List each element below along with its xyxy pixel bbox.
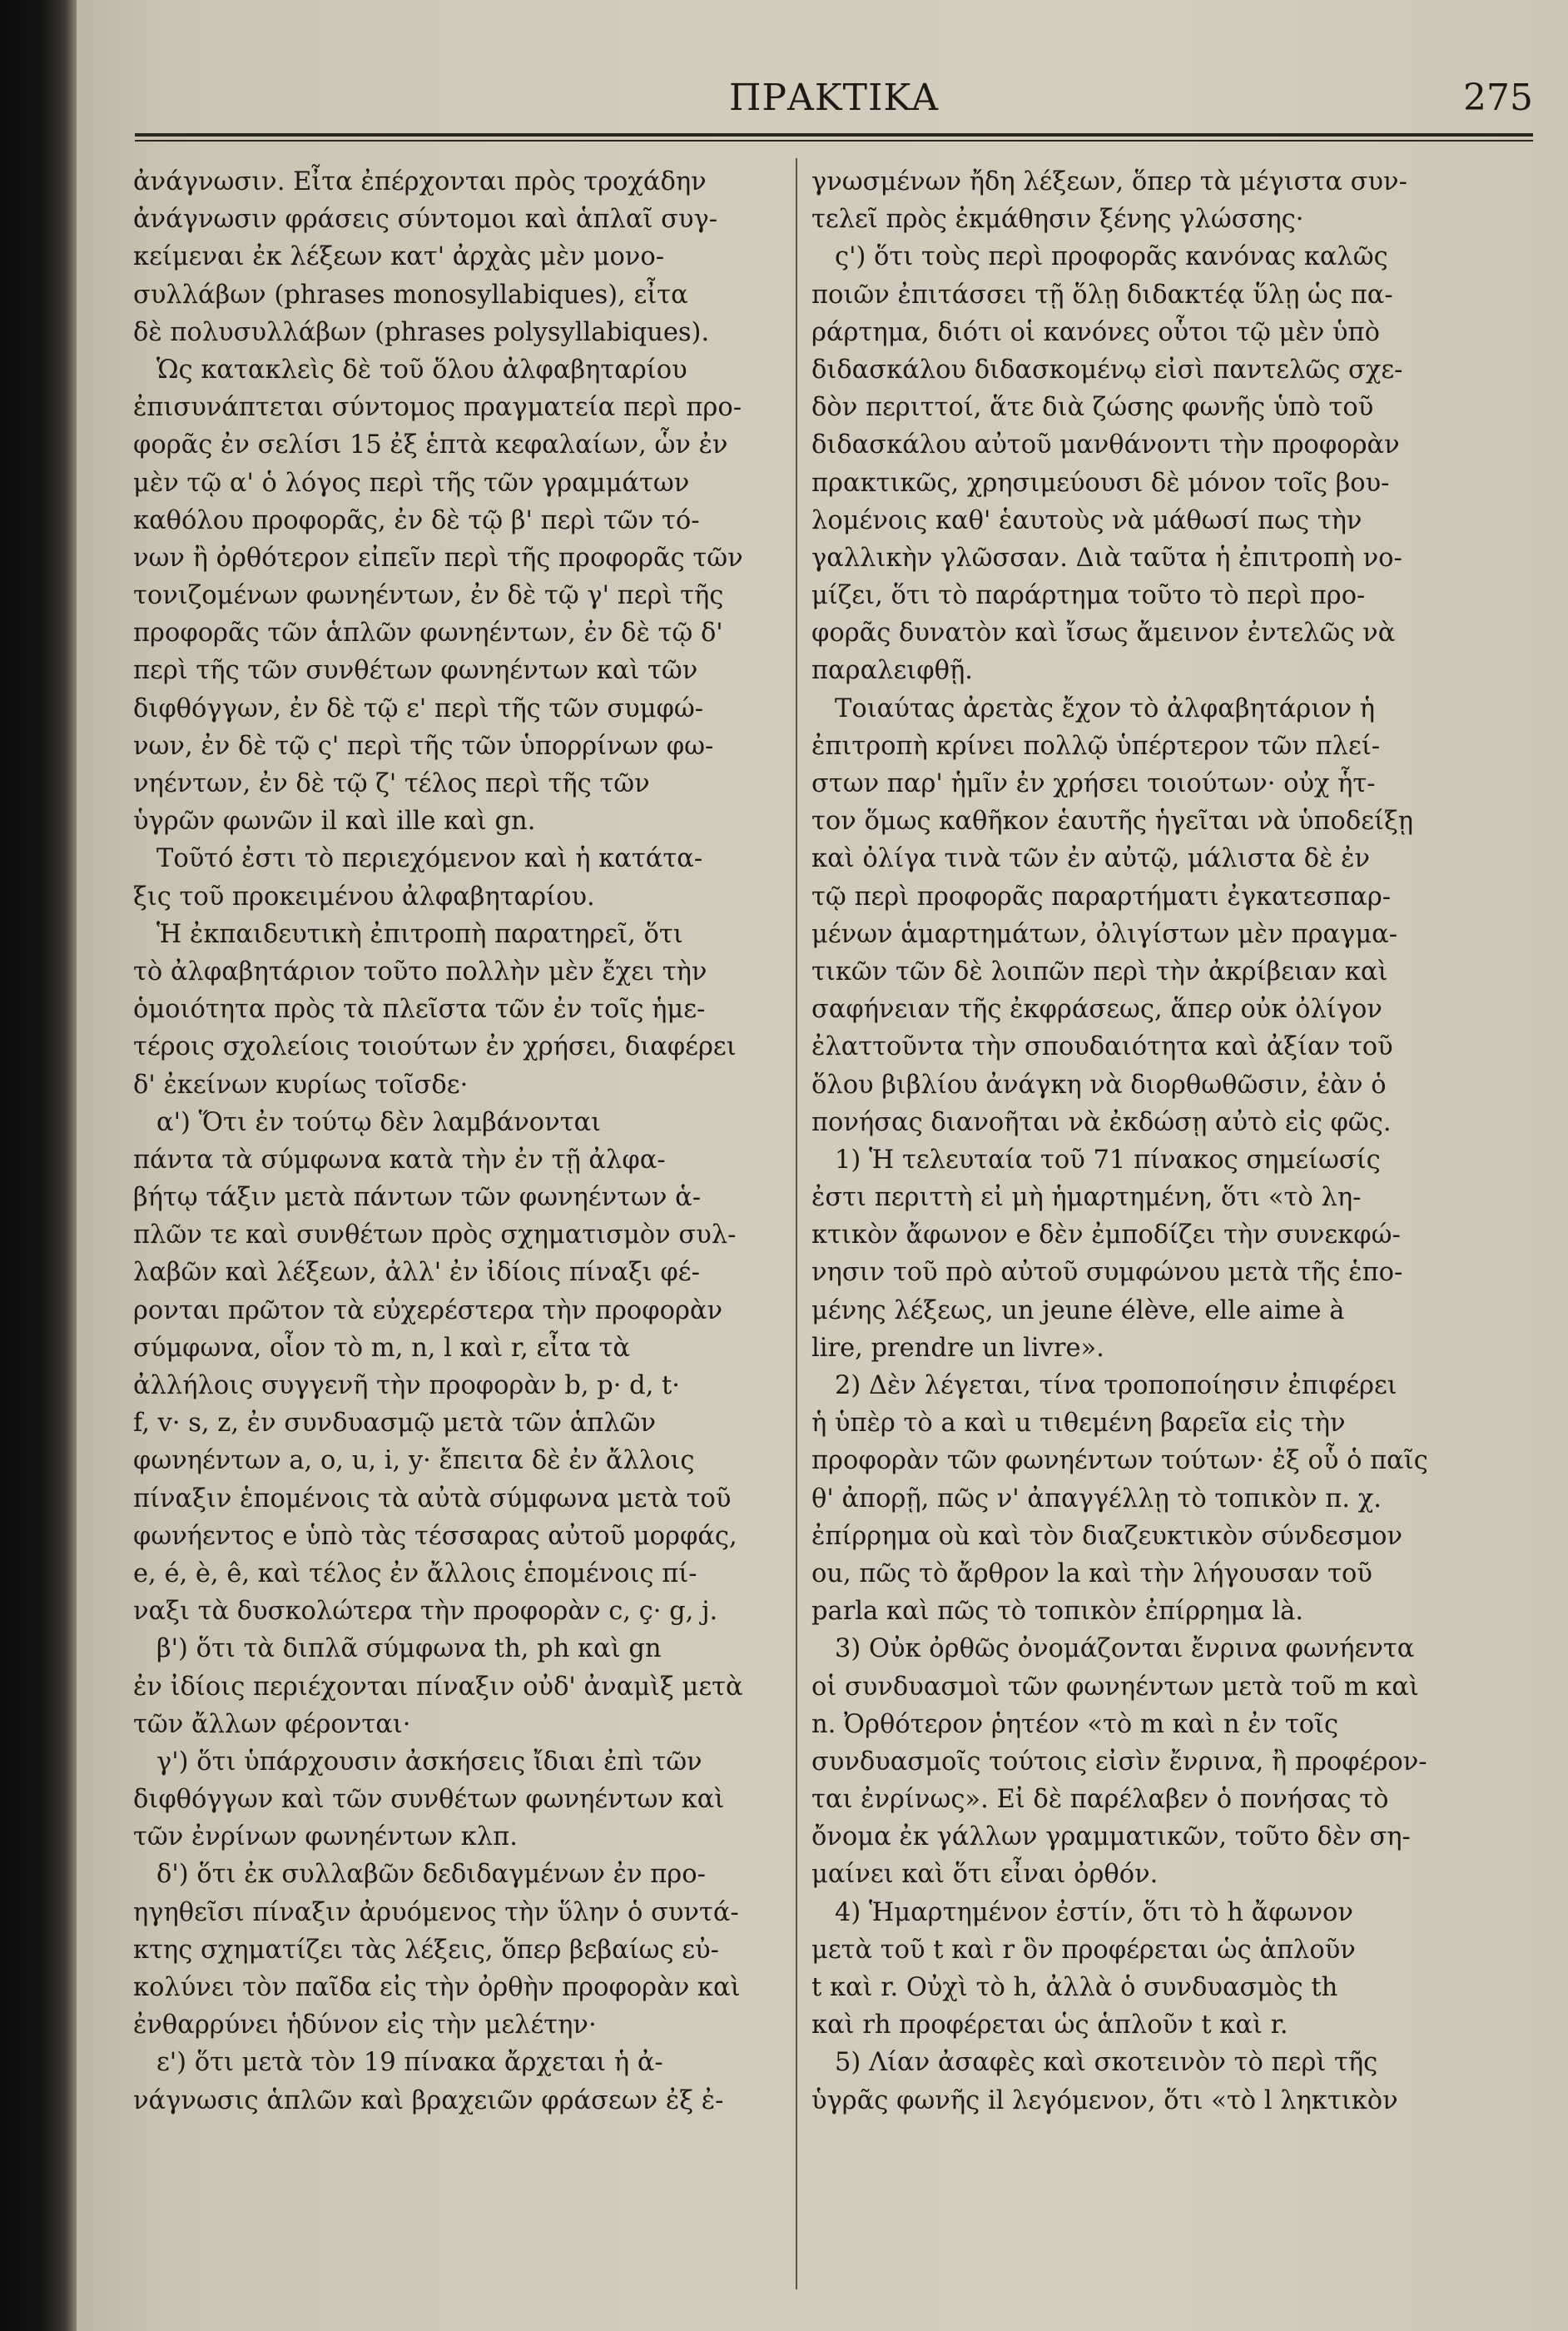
text-line: πίναξιν ἑπομένοις τὰ αὐτὰ σύμφωνα μετὰ τοῦ [133,1484,732,1513]
text-line: φωνηέντων a, o, u, i, y· ἔπειτα δὲ ἐν ἄλλοις [133,1446,695,1476]
text-line: μένων ἁμαρτημάτων, ὀλιγίστων μὲν πραγμα- [811,919,1398,949]
text-line: ράρτημα, διότι οἱ κανόνες οὗτοι τῷ μὲν ὑπὸ [811,317,1380,347]
text-line: βήτῳ τάξιν μετὰ πάντων τῶν φωνηέντων ἁ- [133,1183,702,1213]
text-line: γ') ὅτι ὑπάρχουσιν ἀσκήσεις ἴδιαι ἐπὶ τῶν [156,1747,702,1777]
text-line: δ') ὅτι ἐκ συλλαβῶν δεδιδαγμένων ἐν προ- [156,1860,706,1890]
text-line: πλῶν τε καὶ συνθέτων πρὸς σχηματισμὸν συλ- [133,1220,737,1250]
right-column [811,163,1461,2294]
text-line: ἐπιτροπὴ κρίνει πολλῷ ὑπέρτερον τῶν πλεί- [811,731,1381,761]
text-line: δὸν περιττοί, ἅτε διὰ ζώσης φωνῆς ὑπὸ τοῦ [811,393,1374,423]
text-line: ναξι τὰ δυσκολώτερα τὴν προφορὰν c, ç· g, j. [133,1597,718,1627]
text-line: λομένοις καθ' ἑαυτοὺς νὰ μάθωσί πως τὴν [811,505,1362,535]
text-line: τῶν ἐνρίνων φωνηέντων κλπ. [133,1822,518,1852]
text-line: ἐπίρρημα où καὶ τὸν διαζευκτικὸν σύνδεσμον [811,1521,1403,1551]
text-line: σαφήνειαν τῆς ἐκφράσεως, ἅπερ οὐκ ὀλίγον [811,995,1382,1025]
running-head: ΠΡΑΚΤΙΚΑ [729,77,939,119]
text-line: γνωσμένων ἤδη λέξεων, ὅπερ τὰ μέγιστα συν- [811,167,1407,196]
header-rule-thick [135,133,1533,137]
text-line: Τοιαύτας ἀρετὰς ἔχον τὸ ἀλφαβητάριον ἡ [835,693,1376,723]
text-line: νηέντων, ἐν δὲ τῷ ζ' τέλος περὶ τῆς τῶν [133,769,650,798]
page-number: 275 [1463,77,1533,119]
text-line: γαλλικὴν γλῶσσαν. Διὰ ταῦτα ἡ ἐπιτροπὴ νο- [811,543,1402,573]
text-line: μαίνει καὶ ὅτι εἶναι ὀρθόν. [811,1860,1159,1890]
text-line: ηγηθεῖσι πίναξιν ἀρυόμενος τὴν ὕλην ὁ συντά- [133,1897,739,1927]
text-line: ὅλου βιβλίου ἀνάγκη νὰ διορθωθῶσιν, ἐὰν ὁ [811,1070,1387,1100]
text-line: ἐνθαρρύνει ἡδύνον εἰς τὴν μελέτην· [133,2010,597,2040]
text-line: β') ὅτι τὰ διπλᾶ σύμφωνα th, ph καὶ gn [156,1634,662,1664]
text-line: ἡ ὑπὲρ τὸ a καὶ u τιθεμένη βαρεῖα εἰς τὴν [811,1409,1346,1439]
text-line: κτικὸν ἄφωνον e δὲν ἐμποδίζει τὴν συνεκφώ- [811,1220,1401,1250]
text-line: μετὰ τοῦ t καὶ r ὃν προφέρεται ὡς ἁπλοῦν [811,1935,1356,1965]
text-line: n. Ὀρθότερον ῥητέον «τὸ m καὶ n ἐν τοῖς [811,1709,1339,1739]
text-line: 5) Λίαν ἀσαφὲς καὶ σκοτεινὸν τὸ περὶ τῆς [835,2048,1378,2078]
text-line: διδασκάλου διδασκομένῳ εἰσὶ παντελῶς σχε- [811,355,1403,385]
text-line: καὶ rh προφέρεται ὡς ἁπλοῦν t καὶ r. [811,2010,1288,2040]
text-line: ποιῶν ἐπιτάσσει τῇ ὅλῃ διδακτέᾳ ὕλῃ ὡς πα- [811,280,1393,310]
text-line: ε') ὅτι μετὰ τὸν 19 πίνακα ἄρχεται ἡ ἀ- [156,2048,663,2078]
text-line: κείμεναι ἐκ λέξεων κατ' ἀρχὰς μὲν μονο- [133,242,665,272]
page-header [135,77,1533,127]
text-line: προφορᾶς τῶν ἁπλῶν φωνηέντων, ἐν δὲ τῷ δ' [133,619,723,649]
text-line: νων, ἐν δὲ τῷ ς' περὶ τῆς τῶν ὑπορρίνων φω- [133,731,714,761]
text-line: Ἡ ἐκπαιδευτικὴ ἐπιτροπὴ παρατηρεῖ, ὅτι [156,919,683,949]
text-line: μὲν τῷ α' ὁ λόγος περὶ τῆς τῶν γραμμάτων [133,468,690,498]
text-line: θ' ἀπορῇ, πῶς ν' ἀπαγγέλλῃ τὸ τοπικὸν π. χ. [811,1484,1382,1513]
text-line: καθόλου προφορᾶς, ἐν δὲ τῷ β' περὶ τῶν τό- [133,505,700,535]
text-line: λαβῶν καὶ λέξεων, ἀλλ' ἐν ἰδίοις πίναξι φέ- [133,1258,700,1288]
text-line: e, é, è, ê, καὶ τέλος ἐν ἄλλοις ἑπομένοις πί- [133,1558,697,1588]
text-line: f, v· s, z, ἐν συνδυασμῷ μετὰ τῶν ἁπλῶν [133,1409,657,1439]
text-line: 1) Ἡ τελευταία τοῦ 71 πίνακος σημείωσίς [835,1145,1381,1175]
text-line: ὑγρᾶς φωνῆς il λεγόμενον, ὅτι «τὸ l ληκτικὸν [811,2085,1398,2115]
text-line: πάντα τὰ σύμφωνα κατὰ τὴν ἐν τῇ ἀλφα- [133,1145,666,1175]
text-line: μένης λέξεως, un jeune élève, elle aime à [811,1295,1345,1325]
text-line: 3) Οὐκ ὀρθῶς ὀνομάζονται ἔνρινα φωνήεντα [835,1634,1415,1664]
text-line: στων παρ' ἡμῖν ἐν χρήσει τοιούτων· οὐχ ἧτ- [811,769,1376,798]
text-line: t καὶ r. Οὐχὶ τὸ h, ἀλλὰ ὁ συνδυασμὸς th [811,1973,1338,2002]
text-line: ἐλαττοῦντα τὴν σπουδαιότητα καὶ ἀξίαν τοῦ [811,1032,1393,1062]
header-rule-thin [135,140,1533,142]
text-line: ἀνάγνωσιν φράσεις σύντομοι καὶ ἁπλαῖ συγ- [133,205,718,235]
text-line: φωνήεντος e ὑπὸ τὰς τέσσαρας αὐτοῦ μορφάς, [133,1521,737,1551]
text-line: ὑγρῶν φωνῶν il καὶ ille καὶ gn. [133,807,536,837]
text-line: δ' ἐκείνων κυρίως τοῖσδε· [133,1070,469,1100]
text-line: ξις τοῦ προκειμένου ἀλφαβηταρίου. [133,882,595,912]
text-line: τέροις σχολείοις τοιούτων ἐν χρήσει, διαφέρει [133,1032,737,1062]
text-line: δὲ πολυσυλλάβων (phrases polysyllabiques). [133,317,710,347]
text-line: πονήσας διανοῆται νὰ ἐκδώσῃ αὐτὸ εἰς φῶς. [811,1107,1392,1137]
text-line: parla καὶ πῶς τὸ τοπικὸν ἐπίρρημα là. [811,1597,1304,1627]
column-divider [796,158,797,2289]
text-line: σύμφωνα, οἷον τὸ m, n, l καὶ r, εἶτα τὰ [133,1333,630,1363]
text-line: τελεῖ πρὸς ἐκμάθησιν ξένης γλώσσης· [811,205,1304,235]
text-line: νων ἢ ὀρθότερον εἰπεῖν περὶ τῆς προφορᾶς τῶν [133,543,743,573]
text-line: 4) Ἡμαρτημένον ἐστίν, ὅτι τὸ h ἄφωνον [835,1897,1353,1927]
text-line: προφορὰν τῶν φωνηέντων τούτων· ἐξ οὗ ὁ παῖς [811,1446,1428,1476]
text-line: ou, πῶς τὸ ἄρθρον la καὶ τὴν λήγουσαν τοῦ [811,1558,1372,1588]
text-line: μίζει, ὅτι τὸ παράρτημα τοῦτο τὸ περὶ προ- [811,581,1366,611]
text-line: φορᾶς ἐν σελίσι 15 ἐξ ἑπτὰ κεφαλαίων, ὧν ἐν [133,430,728,460]
text-line: ἐν ἰδίοις περιέχονται πίναξιν οὐδ' ἀναμὶξ μετὰ [133,1672,743,1702]
text-line: ται ἐνρίνως». Εἰ δὲ παρέλαβεν ὁ πονήσας τὸ [811,1785,1389,1815]
text-line: 2) Δὲν λέγεται, τίνα τροποποίησιν ἐπιφέρει [835,1371,1397,1400]
text-line: Τοῦτό ἐστι τὸ περιεχόμενον καὶ ἡ κατάτα- [156,844,703,874]
text-line: φορᾶς δυνατὸν καὶ ἴσως ἄμεινον ἐντελῶς νὰ [811,619,1396,649]
left-column [133,163,782,2294]
text-line: καὶ ὀλίγα τινὰ τῶν ἐν αὐτῷ, μάλιστα δὲ ἐν [811,844,1371,874]
text-line: τον ὅμως καθῆκον ἑαυτῆς ἡγεῖται νὰ ὑποδείξῃ [811,807,1414,837]
text-line: ς') ὅτι τοὺς περὶ προφορᾶς κανόνας καλῶς [835,242,1388,272]
text-line: νησιν τοῦ πρὸ αὐτοῦ συμφώνου μετὰ τῆς ἑπο- [811,1258,1403,1288]
text-line: ρονται πρῶτον τὰ εὐχερέστερα τὴν προφορὰν [133,1295,723,1325]
text-line: συνδυασμοῖς τούτοις εἰσὶν ἔνρινα, ἢ προφέρον- [811,1747,1427,1777]
text-line: ἐστι περιττὴ εἰ μὴ ἡμαρτημένη, ὅτι «τὸ λη- [811,1183,1362,1213]
text-line: νάγνωσις ἁπλῶν καὶ βραχειῶν φράσεων ἐξ ἐ- [133,2085,724,2115]
text-line: ὁμοιότητα πρὸς τὰ πλεῖστα τῶν ἐν τοῖς ἡμε- [133,995,706,1025]
text-line: ὄνομα ἐκ γάλλων γραμματικῶν, τοῦτο δὲν ση- [811,1822,1411,1852]
text-line: τονιζομένων φωνηέντων, ἐν δὲ τῷ γ' περὶ τῆς [133,581,724,611]
text-line: Ὡς κατακλεὶς δὲ τοῦ ὅλου ἀλφαβηταρίου [156,355,687,385]
text-line: συλλάβων (phrases monosyllabiques), εἶτα [133,280,688,310]
text-line: ἐπισυνάπτεται σύντομος πραγματεία περὶ προ- [133,393,742,423]
text-line: διδασκάλου αὐτοῦ μανθάνοντι τὴν προφορὰν [811,430,1400,460]
text-line: τῷ περὶ προφορᾶς παραρτήματι ἐγκατεσπαρ- [811,882,1392,912]
text-line: πρακτικῶς, χρησιμεύουσι δὲ μόνον τοῖς βου- [811,468,1390,498]
text-line: διφθόγγων καὶ τῶν συνθέτων φωνηέντων καὶ [133,1785,725,1815]
text-line: α') Ὅτι ἐν τούτῳ δὲν λαμβάνονται [156,1107,602,1137]
text-line: περὶ τῆς τῶν συνθέτων φωνηέντων καὶ τῶν [133,656,698,686]
text-line: lire, prendre un livre». [811,1333,1104,1363]
text-line: τικῶν τῶν δὲ λοιπῶν περὶ τὴν ἀκρίβειαν καὶ [811,957,1388,987]
text-line: τὸ ἀλφαβητάριον τοῦτο πολλὴν μὲν ἔχει τὴν [133,957,707,987]
text-line: οἱ συνδυασμοὶ τῶν φωνηέντων μετὰ τοῦ m καὶ [811,1672,1419,1702]
text-line: ἀλλήλοις συγγενῆ τὴν προφορὰν b, p· d, t· [133,1371,680,1400]
book-binding-shadow [0,0,77,2331]
page [77,0,1568,2331]
text-line: κτης σχηματίζει τὰς λέξεις, ὅπερ βεβαίως εὐ- [133,1935,719,1965]
text-line: διφθόγγων, ἐν δὲ τῷ ε' περὶ τῆς τῶν συμφώ- [133,693,704,723]
text-line: ἀνάγνωσιν. Εἶτα ἐπέρχονται πρὸς τροχάδην [133,167,707,196]
text-line: παραλειφθῇ. [811,656,973,686]
text-line: κολύνει τὸν παῖδα εἰς τὴν ὀρθὴν προφορὰν καὶ [133,1973,741,2002]
text-line: τῶν ἄλλων φέρονται· [133,1709,411,1739]
